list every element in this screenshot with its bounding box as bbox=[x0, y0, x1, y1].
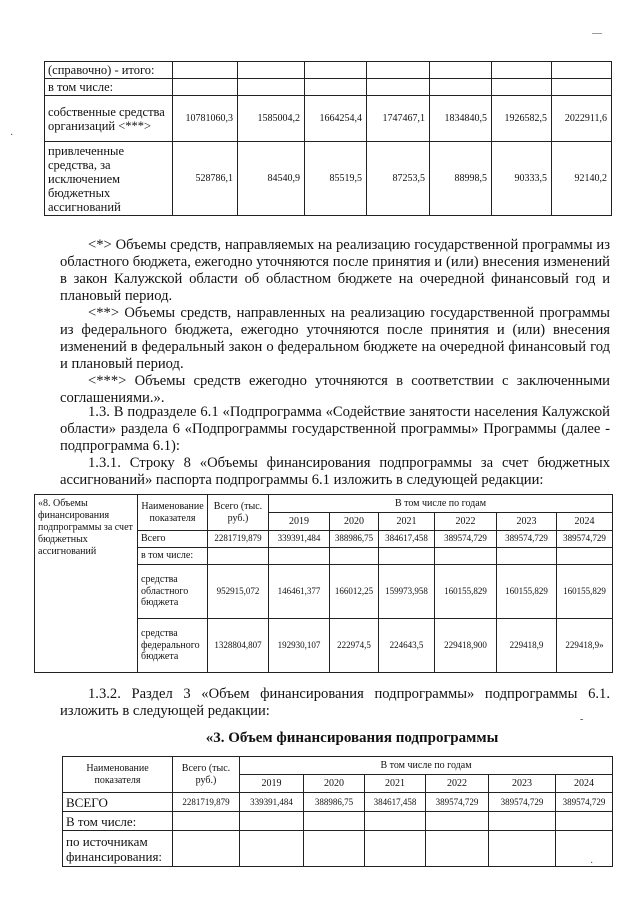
year-header: 2021 bbox=[365, 775, 426, 793]
cell bbox=[365, 831, 426, 867]
cell bbox=[497, 548, 557, 565]
cell bbox=[304, 831, 365, 867]
cell: 10781060,3 bbox=[173, 96, 238, 142]
row-label: собственные средства организаций <***> bbox=[45, 96, 173, 142]
scan-mark: · bbox=[10, 130, 14, 141]
row-label: в том числе: bbox=[138, 548, 208, 565]
cell: 1926582,5 bbox=[492, 96, 552, 142]
cell bbox=[379, 548, 435, 565]
table-row bbox=[63, 831, 613, 867]
cell: 160155,829 bbox=[557, 565, 613, 619]
cell: 85519,5 bbox=[305, 142, 367, 216]
funding-table-continuation bbox=[44, 61, 612, 216]
year-header: 2020 bbox=[330, 513, 379, 531]
paragraph-1-3-2: 1.3.2. Раздел 3 «Объем финансирования подпрограммы» подпрограммы 6.1. изложить в следующей редакции: bbox=[60, 686, 610, 719]
cell bbox=[365, 812, 426, 831]
column-header-name: Наименование показателя bbox=[63, 757, 173, 793]
column-header-years: В том числе по годам bbox=[240, 757, 613, 775]
table-row bbox=[45, 62, 612, 79]
year-header: 2022 bbox=[426, 775, 489, 793]
cell: 87253,5 bbox=[367, 142, 430, 216]
cell: 1747467,1 bbox=[367, 96, 430, 142]
cell: 952915,072 bbox=[208, 565, 269, 619]
table-header-row bbox=[35, 495, 613, 513]
year-header: 2019 bbox=[240, 775, 304, 793]
cell bbox=[173, 62, 238, 79]
cell bbox=[552, 62, 612, 79]
cell bbox=[552, 79, 612, 96]
year-header: 2024 bbox=[556, 775, 613, 793]
scan-mark: — bbox=[592, 28, 602, 39]
cell bbox=[304, 812, 365, 831]
cell: 388986,75 bbox=[330, 531, 379, 548]
cell: 229418,9 bbox=[497, 619, 557, 673]
cell: 160155,829 bbox=[435, 565, 497, 619]
cell: 224643,5 bbox=[379, 619, 435, 673]
section-1-3-2 bbox=[60, 686, 610, 720]
row-title: «8. Объемы финансирования подпрограммы за счет бюджетных ассигнований bbox=[35, 495, 138, 673]
footnotes bbox=[60, 237, 610, 407]
year-header: 2019 bbox=[269, 513, 330, 531]
cell: 2281719,879 bbox=[173, 793, 240, 812]
cell: 166012,25 bbox=[330, 565, 379, 619]
cell: 146461,377 bbox=[269, 565, 330, 619]
year-header: 2021 bbox=[379, 513, 435, 531]
table-row bbox=[63, 812, 613, 831]
cell bbox=[426, 831, 489, 867]
cell: 229418,9» bbox=[557, 619, 613, 673]
cell bbox=[430, 62, 492, 79]
cell: 339391,484 bbox=[240, 793, 304, 812]
cell: 2281719,879 bbox=[208, 531, 269, 548]
cell: 229418,900 bbox=[435, 619, 497, 673]
year-header: 2023 bbox=[489, 775, 556, 793]
paragraph-1-3: 1.3. В подразделе 6.1 «Подпрограмма «Содействие занятости населения Калужской области» раздела 6 «Подпрограммы государственной программы» Программы (далее - подпрограмма 6.1): bbox=[60, 404, 610, 454]
cell: 2022911,6 bbox=[552, 96, 612, 142]
cell: 389574,729 bbox=[489, 793, 556, 812]
cell bbox=[173, 812, 240, 831]
column-header-years: В том числе по годам bbox=[269, 495, 613, 513]
cell: 1834840,5 bbox=[430, 96, 492, 142]
cell bbox=[435, 548, 497, 565]
year-header: 2020 bbox=[304, 775, 365, 793]
cell: 222974,5 bbox=[330, 619, 379, 673]
cell bbox=[330, 548, 379, 565]
year-header: 2023 bbox=[497, 513, 557, 531]
cell bbox=[426, 812, 489, 831]
cell bbox=[208, 548, 269, 565]
cell: 388986,75 bbox=[304, 793, 365, 812]
cell: 384617,458 bbox=[379, 531, 435, 548]
cell bbox=[173, 831, 240, 867]
cell bbox=[556, 831, 613, 867]
footnote-3: <***> Объемы средств ежегодно уточняются в соответствии с заключенными соглашениями.». bbox=[60, 373, 610, 406]
cell bbox=[173, 79, 238, 96]
cell: 92140,2 bbox=[552, 142, 612, 216]
table-header-row bbox=[63, 757, 613, 775]
cell bbox=[305, 62, 367, 79]
cell: 528786,1 bbox=[173, 142, 238, 216]
row-label: средства федерального бюджета bbox=[138, 619, 208, 673]
cell: 389574,729 bbox=[556, 793, 613, 812]
table-row bbox=[45, 96, 612, 142]
cell: 84540,9 bbox=[238, 142, 305, 216]
cell: 159973,958 bbox=[379, 565, 435, 619]
cell bbox=[367, 62, 430, 79]
table-row bbox=[45, 142, 612, 216]
cell: 389574,729 bbox=[426, 793, 489, 812]
year-header: 2024 bbox=[557, 513, 613, 531]
column-header-total: Всего (тыс. руб.) bbox=[208, 495, 269, 531]
cell: 90333,5 bbox=[492, 142, 552, 216]
scan-mark: · bbox=[590, 858, 594, 869]
cell: 88998,5 bbox=[430, 142, 492, 216]
paragraph-1-3-1: 1.3.1. Строку 8 «Объемы финансирования подпрограммы за счет бюджетных ассигнований» паспорта подпрограммы 6.1 изложить в следующей редакции: bbox=[60, 455, 610, 488]
row-label: средства областного бюджета bbox=[138, 565, 208, 619]
cell bbox=[489, 831, 556, 867]
cell bbox=[305, 79, 367, 96]
cell bbox=[238, 62, 305, 79]
footnote-1: <*> Объемы средств, направляемых на реализацию государственной программы из областного бюджета, ежегодно уточняются после принятия и (или) внесения изменений в закон Калужской области об областном бюджете на очередной финансовый год и плановый период. bbox=[60, 237, 610, 304]
cell bbox=[489, 812, 556, 831]
cell: 1585004,2 bbox=[238, 96, 305, 142]
section-1-3 bbox=[60, 404, 610, 489]
year-header: 2022 bbox=[435, 513, 497, 531]
scan-mark: - bbox=[580, 714, 584, 725]
row-label: привлеченные средства, за исключением бюджетных ассигнований bbox=[45, 142, 173, 216]
column-header-name: Наименование показателя bbox=[138, 495, 208, 531]
cell: 389574,729 bbox=[435, 531, 497, 548]
passport-funding-table bbox=[34, 494, 613, 673]
cell bbox=[557, 548, 613, 565]
row-label: ВСЕГО bbox=[63, 793, 173, 812]
cell bbox=[240, 812, 304, 831]
footnote-2: <**> Объемы средств, направленных на реализацию государственной программы из федерального бюджета, ежегодно уточняются после принятия и (или) внесения изменений в федеральный закон о федеральном бюджете на очередной финансовый год и плановый период. bbox=[60, 305, 610, 372]
subprogram-funding-table bbox=[62, 756, 613, 867]
row-label: по источникам финансирования: bbox=[63, 831, 173, 867]
cell bbox=[367, 79, 430, 96]
row-label: в том числе: bbox=[45, 79, 173, 96]
cell: 389574,729 bbox=[497, 531, 557, 548]
cell bbox=[430, 79, 492, 96]
cell: 339391,484 bbox=[269, 531, 330, 548]
cell: 389574,729 bbox=[557, 531, 613, 548]
cell bbox=[492, 79, 552, 96]
section-heading: «3. Объем финансирования подпрограммы bbox=[205, 730, 499, 746]
row-label: Всего bbox=[138, 531, 208, 548]
cell: 160155,829 bbox=[497, 565, 557, 619]
cell bbox=[556, 812, 613, 831]
cell bbox=[269, 548, 330, 565]
column-header-total: Всего (тыс. руб.) bbox=[173, 757, 240, 793]
row-label: (справочно) - итого: bbox=[45, 62, 173, 79]
cell: 192930,107 bbox=[269, 619, 330, 673]
cell bbox=[492, 62, 552, 79]
cell bbox=[240, 831, 304, 867]
cell: 384617,458 bbox=[365, 793, 426, 812]
table-row bbox=[45, 79, 612, 96]
row-label: В том числе: bbox=[63, 812, 173, 831]
cell: 1664254,4 bbox=[305, 96, 367, 142]
cell bbox=[238, 79, 305, 96]
cell: 1328804,807 bbox=[208, 619, 269, 673]
table-row bbox=[63, 793, 613, 812]
